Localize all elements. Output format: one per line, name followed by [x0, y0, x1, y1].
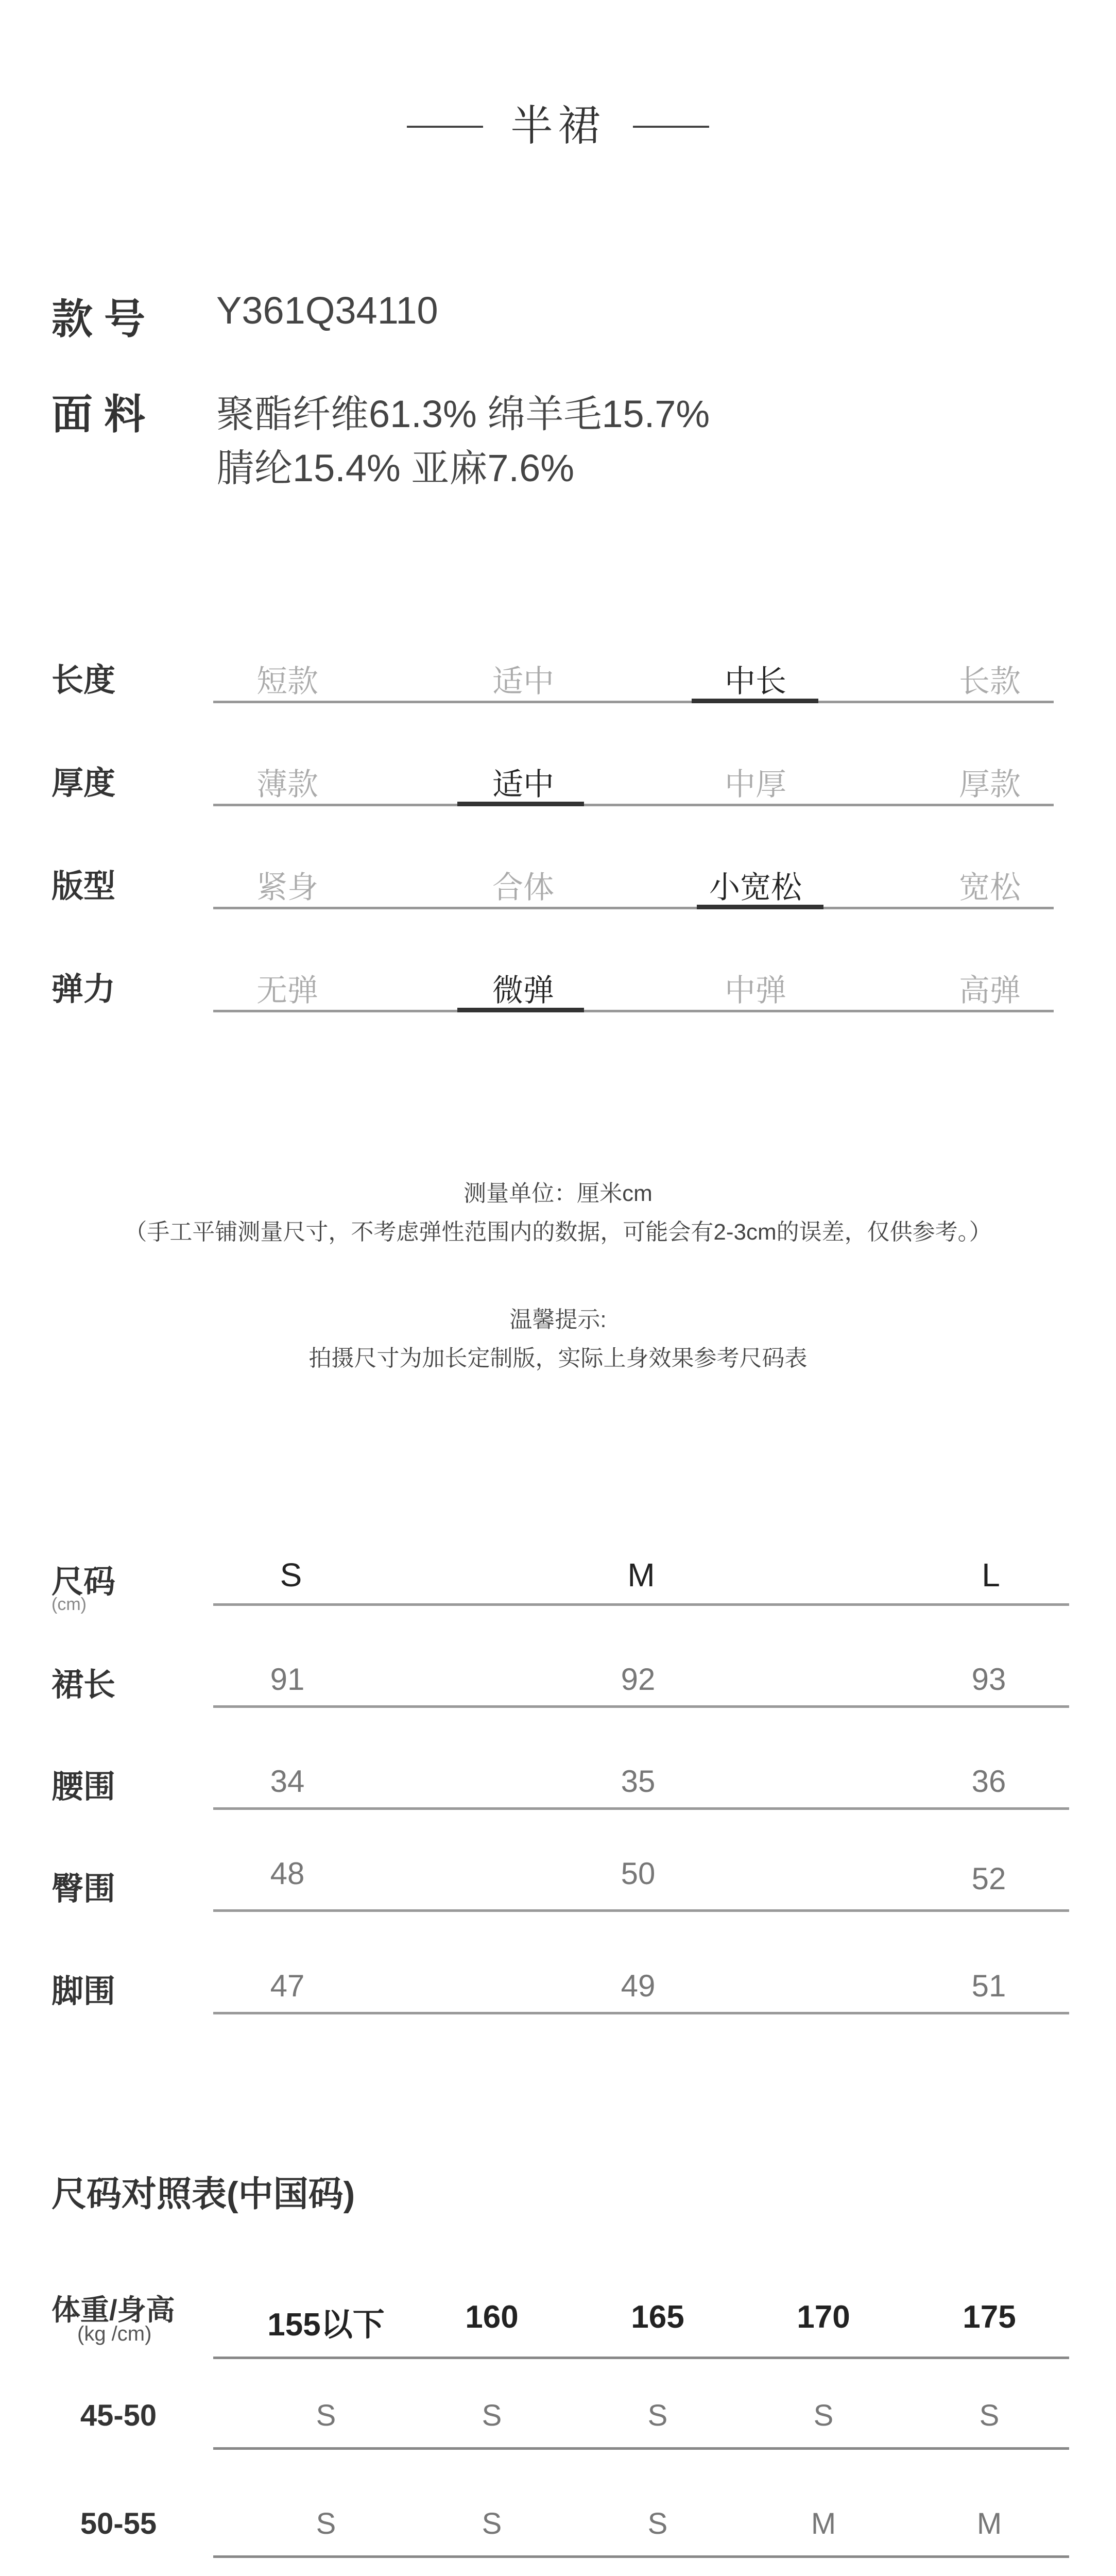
measure-disclaimer: （手工平铺测量尺寸，不考虑弹性范围内的数据，可能会有2-3cm的误差，仅供参考。）	[124, 1219, 992, 1245]
size-cell: 91	[270, 1662, 305, 1697]
measure-unit-note: 测量单位：厘米cm	[463, 1181, 653, 1206]
attr-elasticity-option-selected: 微弹	[492, 973, 554, 1008]
size-chart-cell: S	[482, 2399, 502, 2432]
attr-thickness-option-selected: 适中	[492, 767, 554, 802]
size-chart-weight-label: 50-55	[80, 2507, 157, 2540]
size-col-header: M	[627, 1556, 655, 1594]
tip-title: 温馨提示:	[509, 1307, 607, 1332]
attr-thickness-option: 厚款	[959, 767, 1021, 802]
size-row-label: 脚围	[51, 1974, 116, 2009]
attr-fit-option: 紧身	[256, 870, 318, 905]
attr-elasticity-selected-bar	[457, 1008, 584, 1012]
attr-length-selected-bar	[692, 699, 818, 703]
fabric-value-line2: 腈纶15.4% 亚麻7.6%	[216, 447, 575, 489]
size-chart-height-header: 170	[797, 2299, 850, 2335]
size-chart-corner-label: 体重/身高	[51, 2294, 175, 2326]
size-header-unit: (cm)	[51, 1595, 87, 1614]
size-chart-cell: S	[979, 2399, 1000, 2432]
size-chart-cell: S	[482, 2507, 502, 2540]
fabric-value-line1: 聚酯纤维61.3% 绵羊毛15.7%	[216, 393, 710, 435]
size-chart-cell: M	[976, 2507, 1002, 2540]
attr-fit-option: 合体	[492, 870, 554, 905]
attr-elasticity-option: 中弹	[725, 973, 786, 1008]
size-chart-corner-unit: (kg /cm)	[77, 2323, 152, 2345]
product-title: 半裙	[510, 103, 606, 149]
size-cell: 50	[621, 1856, 656, 1891]
attr-fit-label: 版型	[51, 869, 116, 904]
attr-length-option: 短款	[256, 664, 318, 699]
size-row-label: 裙长	[51, 1667, 116, 1703]
attr-thickness-selected-bar	[457, 802, 584, 806]
size-cell: 36	[971, 1764, 1006, 1799]
attr-fit-selected-bar	[697, 905, 823, 909]
size-chart-cell: S	[316, 2399, 336, 2432]
attr-length-option: 长款	[959, 664, 1021, 699]
size-header-label: 尺码	[51, 1564, 116, 1600]
attr-length-option: 适中	[492, 664, 554, 699]
size-chart-cell: M	[811, 2507, 836, 2540]
attr-elasticity-label: 弹力	[51, 972, 116, 1007]
product-title-section	[0, 98, 1116, 155]
size-chart-cell: S	[647, 2507, 668, 2540]
attr-length-option-selected: 中长	[725, 664, 786, 699]
attr-fit-option: 宽松	[959, 870, 1021, 905]
size-chart-height-header: 175	[963, 2299, 1016, 2335]
attr-fit-rule	[213, 907, 1054, 909]
attr-thickness-option: 薄款	[256, 767, 318, 802]
title-right-rule	[633, 126, 709, 128]
attr-thickness-rule	[213, 804, 1054, 806]
size-cell: 35	[621, 1764, 656, 1799]
size-chart-rule	[213, 2555, 1069, 2558]
size-row-label: 腰围	[51, 1769, 116, 1805]
size-table-rule	[213, 1705, 1069, 1708]
size-cell: 52	[971, 1861, 1006, 1896]
attr-length-rule	[213, 701, 1054, 703]
attr-elasticity-option: 无弹	[256, 973, 318, 1008]
size-chart-height-header: 165	[631, 2299, 684, 2335]
size-table-rule	[213, 1909, 1069, 1912]
size-chart-title: 尺码对照表(中国码)	[51, 2175, 355, 2214]
size-table-rule	[213, 2012, 1069, 2014]
size-cell: 51	[971, 1969, 1006, 2003]
attr-length-label: 长度	[51, 663, 116, 698]
attr-fit-option-selected: 小宽松	[709, 870, 802, 905]
attr-elasticity-option: 高弹	[959, 973, 1021, 1008]
size-col-header: L	[982, 1556, 1000, 1594]
size-chart-rule	[213, 2357, 1069, 2359]
attr-thickness-label: 厚度	[51, 766, 116, 801]
style-number-value: Y361Q34110	[216, 289, 438, 332]
size-cell: 93	[971, 1662, 1006, 1697]
size-chart-cell: S	[316, 2507, 336, 2540]
tip-text: 拍摄尺寸为加长定制版，实际上身效果参考尺码表	[308, 1346, 808, 1371]
size-table-rule	[213, 1807, 1069, 1810]
size-cell: 34	[270, 1764, 305, 1799]
size-chart-cell: S	[647, 2399, 668, 2432]
attr-elasticity-rule	[213, 1010, 1054, 1012]
size-chart-rule	[213, 2447, 1069, 2450]
size-table-rule	[213, 1603, 1069, 1606]
size-col-header: S	[280, 1556, 302, 1594]
size-cell: 48	[270, 1856, 305, 1891]
size-chart-height-header: 155以下	[267, 2307, 385, 2343]
size-cell: 49	[621, 1969, 656, 2003]
size-chart-weight-label: 45-50	[80, 2399, 157, 2432]
size-chart-cell: S	[813, 2399, 834, 2432]
size-row-label: 臀围	[51, 1871, 116, 1907]
size-cell: 92	[621, 1662, 656, 1697]
style-number-label: 款号	[51, 296, 157, 342]
fabric-label: 面料	[51, 392, 157, 437]
size-chart-height-header: 160	[465, 2299, 519, 2335]
attr-thickness-option: 中厚	[725, 767, 786, 802]
size-cell: 47	[270, 1969, 305, 2003]
